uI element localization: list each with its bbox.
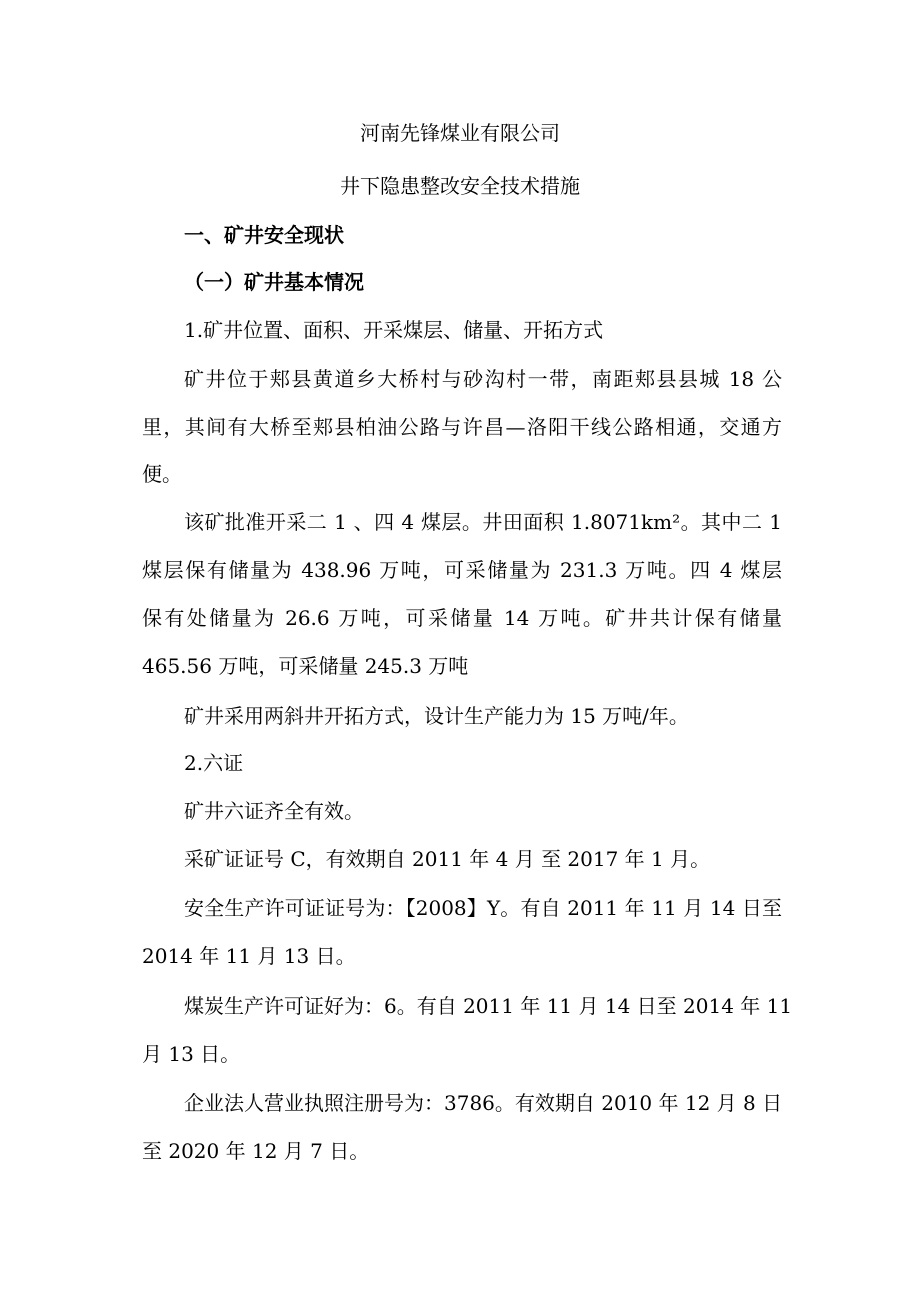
paragraph-reserves-line: 该矿批准开采二 1 、四 4 煤层。井田面积 1.8071km²。其中二 1 [184, 510, 782, 534]
item-heading-certificates: 2.六证 [184, 751, 244, 775]
paragraph-reserves-line: 保有处储量为 26.6 万吨，可采储量 14 万吨。矿井共计保有储量 [142, 606, 782, 630]
section-heading: 一、矿井安全现状 [184, 223, 344, 247]
paragraph-business-license-line: 企业法人营业执照注册号为：3786。有效期自 2010 年 12 月 8 日 [184, 1091, 783, 1115]
paragraph-safety-license-line: 安全生产许可证证号为：【2008】Y。有自 2011 年 11 月 14 日至 [184, 896, 782, 920]
paragraph-location-line: 便。 [142, 462, 182, 486]
paragraph-location-line: 里，其间有大桥至郏县柏油公路与许昌—洛阳干线公路相通，交通方 [142, 415, 782, 439]
paragraph-location-line: 矿井位于郏县黄道乡大桥村与砂沟村一带，南距郏县县城 18 公 [184, 367, 782, 391]
paragraph-business-license-line: 至 2020 年 12 月 7 日。 [142, 1139, 370, 1163]
company-title: 河南先锋煤业有限公司 [360, 121, 560, 145]
paragraph-reserves-line: 煤层保有储量为 438.96 万吨，可采储量为 231.3 万吨。四 4 煤层 [142, 558, 782, 582]
subsection-heading: （一）矿井基本情况 [184, 270, 364, 294]
paragraph-certificates: 矿井六证齐全有效。 [184, 799, 364, 823]
paragraph-reserves-line: 465.56 万吨，可采储量 245.3 万吨 [142, 654, 469, 678]
document-title: 井下隐患整改安全技术措施 [340, 174, 580, 198]
item-heading-location: 1.矿井位置、面积、开采煤层、储量、开拓方式 [184, 318, 604, 342]
paragraph-safety-license-line: 2014 年 11 月 13 日。 [142, 944, 356, 968]
paragraph-coal-license-line: 月 13 日。 [142, 1042, 241, 1066]
paragraph-coal-license-line: 煤炭生产许可证好为：6。有自 2011 年 11 月 14 日至 2014 年 11 [184, 994, 793, 1018]
paragraph-mining-license: 采矿证证号 C，有效期自 2011 年 4 月 至 2017 年 1 月。 [184, 847, 711, 871]
paragraph-development: 矿井采用两斜井开拓方式，设计生产能力为 15 万吨/年。 [184, 704, 689, 728]
